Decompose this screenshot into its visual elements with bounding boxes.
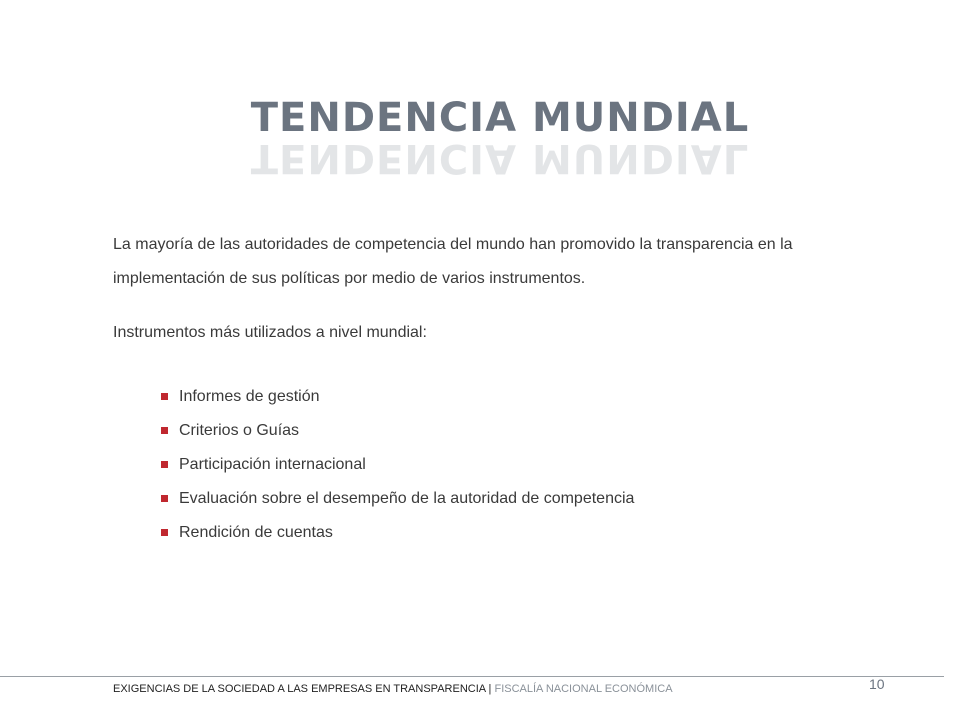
list-item <box>161 482 893 516</box>
footer-presentation-title: EXIGENCIAS DE LA SOCIEDAD A LAS EMPRESAS EN TRANSPARENCIA | <box>113 683 492 695</box>
title-area <box>0 95 944 181</box>
list-item <box>161 380 893 414</box>
list-item-text: Criterios o Guías <box>179 422 300 439</box>
footer-divider <box>0 676 944 677</box>
slide-title-reflection-text: TENDENCIA MUNDIAL <box>250 135 750 181</box>
instruments-heading: Instrumentos más utilizados a nivel mundial: <box>113 324 427 341</box>
square-bullet-icon <box>161 393 168 400</box>
list-item <box>161 414 893 448</box>
square-bullet-icon <box>161 529 168 536</box>
page-number: 10 <box>869 676 885 692</box>
intro-paragraph: La mayoría de las autoridades de competencia del mundo han promovido la transparencia en la implementación de sus políticas por medio de varios instrumentos. <box>113 236 793 287</box>
list-item-text: Participación internacional <box>179 456 366 473</box>
list-item <box>161 448 893 482</box>
list-item-text: Evaluación sobre el desempeño de la autoridad de competencia <box>179 490 635 507</box>
footer <box>113 683 673 695</box>
list-item-text: Rendición de cuentas <box>179 524 333 541</box>
list-item-text: Informes de gestión <box>179 388 320 405</box>
slide-content <box>113 228 893 550</box>
list-item <box>161 516 893 550</box>
slide-title-reflection <box>28 135 972 181</box>
instruments-list <box>113 380 893 550</box>
square-bullet-icon <box>161 427 168 434</box>
square-bullet-icon <box>161 495 168 502</box>
square-bullet-icon <box>161 461 168 468</box>
slide-title: TENDENCIA MUNDIAL <box>250 95 750 141</box>
footer-organization: FISCALÍA NACIONAL ECONÓMICA <box>494 683 673 695</box>
